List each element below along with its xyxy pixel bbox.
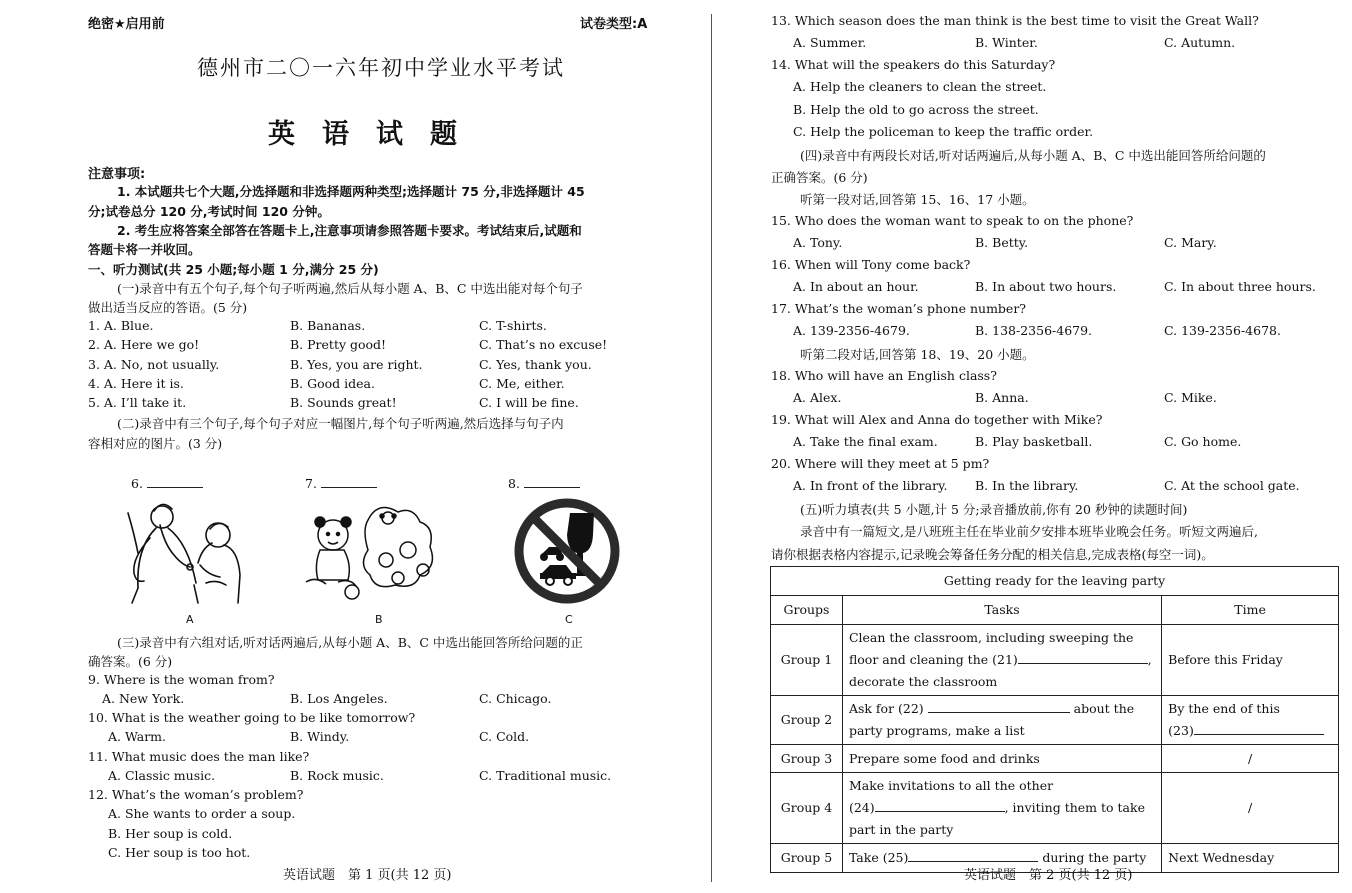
group-3-cell: Group 3 (771, 745, 843, 773)
group-4-task-line-1: Make invitations to all the other (848, 778, 1054, 793)
part5-intro-b: 请你根据表格内容提示,记录晚会筹备任务分配的相关信息,完成表格(每空一词)。 (771, 547, 1214, 562)
subject-title: 英 语 试 题 (268, 119, 457, 150)
option-q12-a: A. She wants to order a soup. (108, 806, 296, 821)
part5-heading: (五)听力填表(共 5 小题,计 5 分;录音播放前,你有 20 秒钟的读题时间) (800, 502, 1188, 517)
option-q14-b: B. Help the old to go across the street. (793, 102, 1039, 117)
option-q15-c: C. Mary. (1164, 235, 1217, 250)
option-q13-b: B. Winter. (975, 35, 1038, 50)
question-18: 18. Who will have an English class? (771, 368, 997, 383)
question-12: 12. What’s the woman’s problem? (88, 787, 304, 802)
group-4-task-line-3: part in the party (848, 822, 954, 837)
table-header-tasks: Tasks (842, 596, 1161, 625)
header-confidential: 绝密★启用前 (88, 17, 165, 32)
group-2-time-line-2: (23) (1168, 720, 1332, 742)
group-4-cell: Group 4 (771, 773, 843, 844)
group-4-task-line-2: (24) , inviting them to take (849, 797, 1155, 819)
group-1-cell: Group 1 (771, 625, 843, 696)
part2-instruction-b: 容相对应的图片。(3 分) (88, 436, 223, 451)
question-11: 11. What music does the man like? (88, 749, 310, 764)
question-13: 13. Which season does the man think is the best time to visit the Great Wall? (771, 13, 1259, 28)
part4-instruction-a: (四)录音中有两段长对话,听对话两遍后,从每小题 A、B、C 中选出能回答所给问题的 (800, 148, 1266, 163)
option-q20-b: B. In the library. (975, 478, 1079, 493)
option-q20-a: A. In front of the library. (793, 478, 948, 493)
option-q16-b: B. In about two hours. (975, 279, 1117, 294)
option-q10-c: C. Cold. (479, 729, 530, 744)
option-q12-c: C. Her soup is too hot. (108, 845, 251, 860)
group-1-task-line-2: floor and cleaning the (21) , (849, 649, 1155, 671)
option-q19-a: A. Take the final exam. (793, 434, 938, 449)
option-q18-c: C. Mike. (1164, 390, 1217, 405)
option-q13-c: C. Autumn. (1164, 35, 1236, 50)
table-row-group-4 (771, 773, 1339, 844)
option-q5-a: 5. A. I’ll take it. (88, 395, 187, 410)
group-1-task-line-3: decorate the classroom (848, 674, 998, 689)
option-q20-c: C. At the school gate. (1164, 478, 1300, 493)
picture-6-number: 6. (131, 473, 203, 491)
blank-21[interactable] (1018, 649, 1148, 664)
picture-7-number: 7. (305, 473, 377, 491)
option-q4-a: 4. A. Here it is. (88, 376, 184, 391)
group-1-time: Before this Friday (1162, 625, 1339, 696)
option-q9-a: A. New York. (102, 691, 185, 706)
option-q11-b: B. Rock music. (290, 768, 384, 783)
option-q3-c: C. Yes, thank you. (479, 357, 592, 372)
option-q16-a: A. In about an hour. (793, 279, 919, 294)
option-q2-b: B. Pretty good! (290, 337, 387, 352)
notice-1a: 1. 本试题共七个大题,分选择题和非选择题两种类型;选择题计 75 分,非选择题计 45 (117, 184, 585, 199)
picture-b-label: B (375, 613, 383, 626)
blank-23[interactable] (1194, 720, 1324, 735)
group-5-cell: Group 5 (771, 844, 843, 873)
option-q18-a: A. Alex. (793, 390, 842, 405)
table-title: Getting ready for the leaving party (771, 567, 1339, 596)
part4-instruction-b: 正确答案。(6 分) (771, 170, 868, 185)
group-2-task-line-1: Ask for (22) about the (849, 698, 1155, 720)
group-2-cell: Group 2 (771, 696, 843, 745)
option-q11-a: A. Classic music. (108, 768, 216, 783)
option-q17-b: B. 138-2356-4679. (975, 323, 1093, 338)
group-2-time-line-1: By the end of this (1168, 701, 1280, 716)
option-q1-c: C. T-shirts. (479, 318, 547, 333)
notice-2a: 2. 考生应将答案全部答在答题卡上,注意事项请参照答题卡要求。考试结束后,试题和 (117, 223, 582, 238)
option-q2-c: C. That’s no excuse! (479, 337, 608, 352)
option-q11-c: C. Traditional music. (479, 768, 612, 783)
exam-title: 德州市二〇一六年初中学业水平考试 (197, 56, 565, 80)
picture-8-number: 8. (508, 473, 580, 491)
group-3-task: Prepare some food and drinks (842, 745, 1161, 773)
option-q14-c: C. Help the policeman to keep the traffic order. (793, 124, 1094, 139)
picture-c-no-drink-driving-sign (508, 495, 626, 607)
option-q9-b: B. Los Angeles. (290, 691, 388, 706)
option-q10-a: A. Warm. (108, 729, 166, 744)
question-10: 10. What is the weather going to be like tomorrow? (88, 710, 416, 725)
option-q5-b: B. Sounds great! (290, 395, 397, 410)
option-q16-c: C. In about three hours. (1164, 279, 1316, 294)
blank-25[interactable] (908, 847, 1038, 862)
option-q9-c: C. Chicago. (479, 691, 552, 706)
question-19: 19. What will Alex and Anna do together with Mike? (771, 412, 1103, 427)
option-q17-a: A. 139-2356-4679. (793, 323, 910, 338)
picture-c-label: C (565, 613, 573, 626)
option-q4-c: C. Me, either. (479, 376, 565, 391)
group-2-time (1162, 696, 1339, 745)
group-4-time: / (1162, 773, 1339, 844)
blank-24[interactable] (875, 797, 1005, 812)
option-q14-a: A. Help the cleaners to clean the street. (793, 79, 1047, 94)
group-2-task (842, 696, 1161, 745)
group-1-task-line-1: Clean the classroom, including sweeping the (848, 630, 1134, 645)
option-q4-b: B. Good idea. (290, 376, 375, 391)
table-header-groups: Groups (771, 596, 843, 625)
notice-2b: 答题卡将一并收回。 (88, 242, 201, 257)
option-q3-b: B. Yes, you are right. (290, 357, 423, 372)
section-listening-heading: 一、听力测试(共 25 小题;每小题 1 分,满分 25 分) (88, 262, 379, 277)
option-q1-a: 1. A. Blue. (88, 318, 154, 333)
picture-b-girl-playing-illustration (298, 500, 443, 605)
notice-1b: 分;试卷总分 120 分,考试时间 120 分钟。 (88, 204, 330, 219)
option-q17-c: C. 139-2356-4678. (1164, 323, 1281, 338)
part5-intro-a: 录音中有一篇短文,是八班班主任在毕业前夕安排本班毕业晚会任务。听短文两遍后, (800, 524, 1258, 539)
part1-instruction-b: 做出适当反应的答语。(5 分) (88, 300, 248, 315)
dialog-2-instruction: 听第二段对话,回答第 18、19、20 小题。 (800, 347, 1035, 362)
question-17: 17. What’s the woman’s phone number? (771, 301, 1027, 316)
option-q3-a: 3. A. No, not usually. (88, 357, 220, 372)
group-2-task-line-2: party programs, make a list (848, 723, 1025, 738)
picture-a-doctor-illustration (120, 493, 245, 608)
dialog-1-instruction: 听第一段对话,回答第 15、16、17 小题。 (800, 192, 1035, 207)
page2-footer: 英语试题 第 2 页(共 12 页) (964, 868, 1133, 883)
table-row-group-2 (771, 696, 1339, 745)
group-4-task (842, 773, 1161, 844)
notice-heading: 注意事项: (88, 167, 146, 182)
option-q13-a: A. Summer. (793, 35, 867, 50)
leaving-party-table (770, 566, 1339, 873)
group-3-time: / (1162, 745, 1339, 773)
header-paper-type: 试卷类型:A (580, 17, 648, 32)
group-5-time: Next Wednesday (1162, 844, 1339, 873)
part3-instruction-a: (三)录音中有六组对话,听对话两遍后,从每小题 A、B、C 中选出能回答所给问题的正 (117, 635, 583, 650)
question-14: 14. What will the speakers do this Saturday? (771, 57, 1056, 72)
option-q1-b: B. Bananas. (290, 318, 366, 333)
part2-instruction-a: (二)录音中有三个句子,每个句子对应一幅图片,每个句子听两遍,然后选择与句子内 (117, 416, 564, 431)
option-q19-c: C. Go home. (1164, 434, 1242, 449)
part3-instruction-b: 确答案。(6 分) (88, 654, 173, 669)
option-q15-b: B. Betty. (975, 235, 1029, 250)
group-1-task (842, 625, 1161, 696)
question-9: 9. Where is the woman from? (88, 672, 275, 687)
picture-a-label: A (186, 613, 194, 626)
question-15: 15. Who does the woman want to speak to on the phone? (771, 213, 1134, 228)
option-q5-c: C. I will be fine. (479, 395, 579, 410)
option-q2-a: 2. A. Here we go! (88, 337, 200, 352)
page1-footer: 英语试题 第 1 页(共 12 页) (283, 868, 452, 883)
blank-22[interactable] (928, 698, 1070, 713)
table-row-group-1 (771, 625, 1339, 696)
table-row-group-3 (771, 745, 1339, 773)
question-20: 20. Where will they meet at 5 pm? (771, 456, 990, 471)
page-divider (711, 14, 712, 882)
question-16: 16. When will Tony come back? (771, 257, 971, 272)
part1-instruction-a: (一)录音中有五个句子,每个句子听两遍,然后从每小题 A、B、C 中选出能对每个句子 (117, 281, 583, 296)
option-q10-b: B. Windy. (290, 729, 350, 744)
group-5-task: Take (25) during the party (842, 844, 1161, 873)
option-q12-b: B. Her soup is cold. (108, 826, 233, 841)
option-q18-b: B. Anna. (975, 390, 1029, 405)
option-q15-a: A. Tony. (793, 235, 843, 250)
option-q19-b: B. Play basketball. (975, 434, 1093, 449)
table-header-time: Time (1162, 596, 1339, 625)
